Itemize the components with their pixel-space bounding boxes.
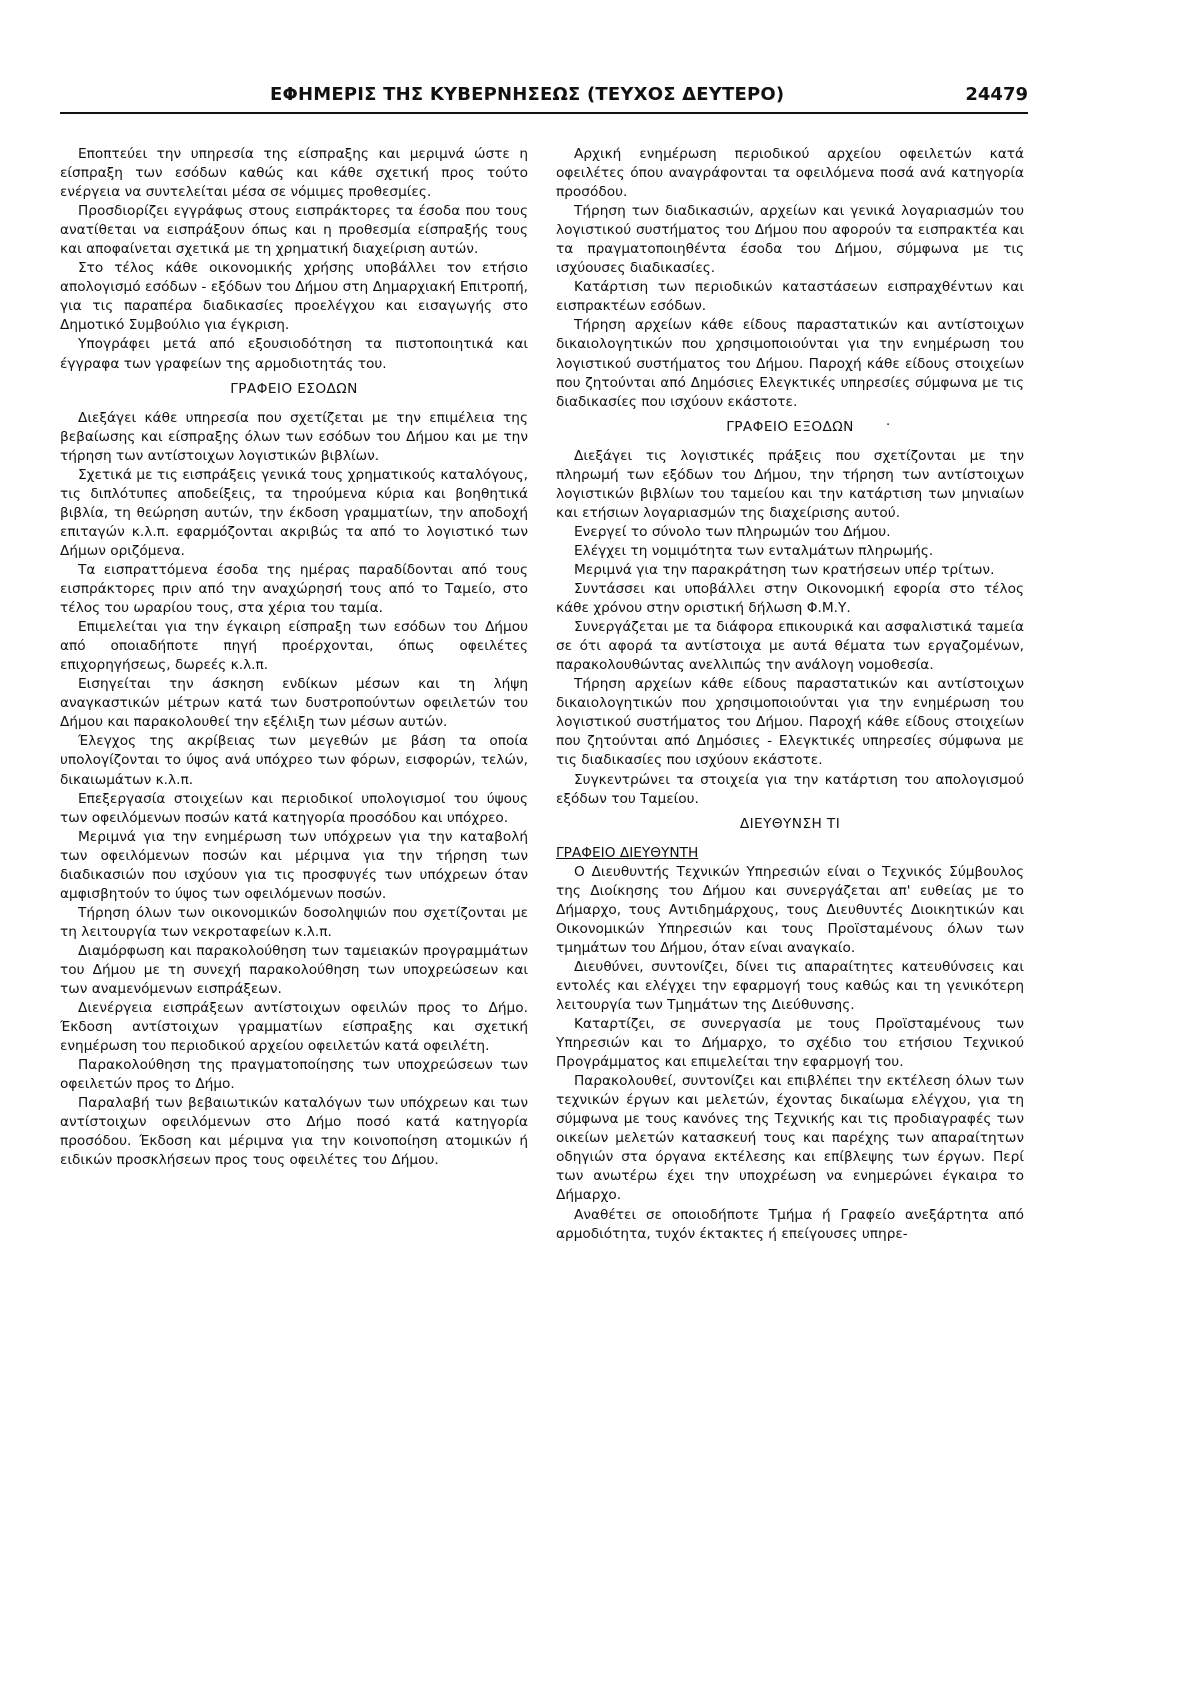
paragraph: Συντάσσει και υποβάλλει στην Οικονομική εφορία στο τέλος κάθε χρόνου στην οριστική δήλωση Φ.Μ.Υ. (556, 581, 1024, 617)
paragraph: Παρακολούθηση της πραγματοποίησης των υποχρεώσεων των οφειλετών προς το Δήμο. (60, 1057, 528, 1093)
paragraph: Διεξάγει κάθε υπηρεσία που σχετίζεται με την επιμέλεια της βεβαίωσης και είσπραξης όλων των εσόδων του Δήμου και με την τήρηση των αντίστοιχων λογιστικών βιβλίων. (60, 409, 528, 464)
paragraph: Τήρηση αρχείων κάθε είδους παραστατικών και αντίστοιχων δικαιολογητικών που χρησιμοποιούνται για την ενημέρωση του λογιστικού συστήματος του Δήμου. Παροχή κάθε είδους στοιχείων που ζητούνται από Δημόσιες - Ελεγκτικές υπηρεσίες σύμφωνα με τις διαδικασίες που ισχύουν εκάστοτε. (556, 676, 1024, 769)
paragraph: Μεριμνά για την ενημέρωση των υπόχρεων για την καταβολή των οφειλόμενων ποσών και μέριμνα για την τήρηση των διαδικασιών που ισχύουν για τις προσφυγές των υπόχρεων όταν αμφισβητούν το ύψος των οφειλόμενων ποσών. (60, 828, 528, 902)
paragraph: Αρχική ενημέρωση περιοδικού αρχείου οφειλετών κατά οφειλέτες όπου αναγράφονται τα οφειλόμενα ποσά ανά κατηγορία προσόδου. (556, 146, 1024, 201)
paragraph: Συγκεντρώνει τα στοιχεία για την κατάρτιση του απολογισμού εξόδων του Ταμείου. (556, 771, 1024, 807)
paragraph: Επιμελείται για την έγκαιρη είσπραξη των εσόδων του Δήμου από οποιαδήποτε πηγή προέρχονται, όπως οφειλέτες επιχορηγήσεως, δωρεές κ.λ.π. (60, 619, 528, 674)
paragraph: Κατάρτιση των περιοδικών καταστάσεων εισπραχθέντων και εισπρακτέων εσόδων. (556, 279, 1024, 315)
paragraph: Τα εισπραττόμενα έσοδα της ημέρας παραδίδονται από τους εισπράκτορες πριν από την αναχώρησή τους από το Ταμείο, στο τέλος του ωραρίου τους, στα χέρια του ταμία. (60, 561, 528, 617)
paragraph: Προσδιορίζει εγγράφως στους εισπράκτορες τα έσοδα που τους ανατίθεται να εισπράξουν όπως και η προθεσμία είσπραξής τους και αποφαίνεται σχετικά με τη χρηματική διαχείριση αυτών. (60, 203, 528, 258)
right-column (556, 145, 1024, 1244)
paragraph: Τήρηση των διαδικασιών, αρχείων και γενικά λογαριασμών του λογιστικού συστήματος του Δήμου που αφορούν τα εισπρακτέα και τα πραγματοποιηθέντα έσοδα του Δήμου, σύμφωνα με τις ισχύουσες διαδικασίες. (556, 203, 1024, 277)
paragraph: Μεριμνά για την παρακράτηση των κρατήσεων υπέρ τρίτων. (574, 561, 995, 578)
paragraph: Ο Διευθυντής Τεχνικών Υπηρεσιών είναι ο Τεχνικός Σύμβουλος της Διοίκησης του Δήμου και συνεργάζεται απ' ευθείας με το Δήμαρχο, τους Αντιδημάρχους, τους Διευθυντές Διοικητικών και Οικονομικών Υπηρεσιών και τους Προϊσταμένους όλων των τμημάτων του Δήμου, όταν είναι αναγκαίο. (556, 863, 1024, 956)
paragraph: Ελέγχει τη νομιμότητα των ενταλμάτων πληρωμής. (574, 542, 934, 559)
paragraph: Τήρηση αρχείων κάθε είδους παραστατικών και αντίστοιχων δικαιολογητικών που χρησιμοποιούνται για την ενημέρωση του λογιστικού συστήματος του Δήμου. Παροχή κάθε είδους στοιχείων που ζητούνται από Δημόσιες Ελεγκτικές υπηρεσίες σύμφωνα με τις διαδικασίες που ισχύουν εκάστοτε. (556, 317, 1024, 410)
paragraph: Σχετικά με τις εισπράξεις γενικά τους χρηματικούς καταλόγους, τις διπλότυπες αποδείξεις, τα τηρούμενα κύρια και βοηθητικά βιβλία, τη θεώρηση αυτών, την έκδοση γραμματίων, την αποδοχή επιταγών κ.λ.π. εφαρμόζονται ακριβώς τα από το λογιστικό των Δήμων οριζόμενα. (60, 466, 528, 559)
paragraph: Επεξεργασία στοιχείων και περιοδικοί υπολογισμοί του ύψους των οφειλόμενων ποσών κατά κατηγορία προσόδου και υπόχρεο. (60, 790, 528, 826)
section-heading-technical-directorate: ΔΙΕΥΘΥΝΣΗ ΤΙ (739, 815, 841, 832)
paragraph: Διεξάγει τις λογιστικές πράξεις που σχετίζονται με την πληρωμή των εξόδων του Δήμου, την τήρηση των αντίστοιχων λογιστικών βιβλίων του ταμείου και την κατάρτιση των μηνιαίων και ετήσιων λογαριασμών της διαχείρισης αυτού. (556, 447, 1024, 521)
paragraph: Αναθέτει σε οποιοδήποτε Τμήμα ή Γραφείο ανεξάρτητα από αρμοδιότητα, τυχόν έκτακτες ή επείγουσες υπηρε- (556, 1206, 1024, 1242)
left-column (60, 145, 528, 1170)
paragraph: Εποπτεύει την υπηρεσία της είσπραξης και μεριμνά ώστε η είσπραξη των εσόδων καθώς και κάθε σχετική προς τούτο ενέργεια να συντελείται μέσα σε νόμιμες προθεσμίες. (60, 146, 528, 201)
paragraph: Στο τέλος κάθε οικονομικής χρήσης υποβάλλει τον ετήσιο απολογισμό εσόδων - εξόδων του Δήμου στη Δημαρχιακή Επιτροπή, για τις παραπέρα διαδικασίες προελέγχου και εισαγωγής στο Δημοτικό Συμβούλιο για έγκριση. (60, 260, 528, 334)
paragraph: Εισηγείται την άσκηση ενδίκων μέσων και τη λήψη αναγκαστικών μέτρων κατά των δυστροπούντων οφειλετών του Δήμου και παρακολουθεί την εξέλιξη των μέσων αυτών. (60, 676, 528, 731)
subheading-director-office: ΓΡΑΦΕΙΟ ΔΙΕΥΘΥΝΤΗ (556, 844, 699, 861)
paragraph: Διενέργεια εισπράξεων αντίστοιχων οφειλών προς το Δήμο. Έκδοση αντίστοιχων γραμματίων είσπραξης και σχετική ενημέρωση του περιοδικού αρχείου οφειλετών κατά οφειλέτη. (60, 1000, 528, 1055)
paragraph: Έλεγχος της ακρίβειας των μεγεθών με βάση τα οποία υπολογίζονται το ύψος ανά υπόχρεο των φόρων, εισφορών, τελών, δικαιωμάτων κ.λ.π. (60, 733, 528, 788)
scan-mark-icon: · (886, 417, 891, 433)
section-heading-revenue-office: ΓΡΑΦΕΙΟ ΕΣΟΔΩΝ (230, 380, 358, 397)
paragraph: Καταρτίζει, σε συνεργασία με τους Προϊσταμένους των Υπηρεσιών και το Δήμαρχο, το σχέδιο του ετήσιου Τεχνικού Προγράμματος και επιμελείται την εφαρμογή του. (556, 1016, 1024, 1071)
heading-text: ΓΡΑΦΕΙΟ ΕΞΟΔΩΝ (726, 418, 854, 435)
paragraph: Τήρηση όλων των οικονομικών δοσοληψιών που σχετίζονται με τη λειτουργία των νεκροταφείων κ.λ.π. (60, 904, 528, 940)
paragraph: Παρακολουθεί, συντονίζει και επιβλέπει την εκτέλεση όλων των τεχνικών έργων και μελετών, έχοντας δικαίωμα ελέγχου, για τη σύμφωνα με τους κανόνες της Τεχνικής και τις προδιαγραφές των οικείων μελετών κατασκευή τους και παρέχης των απαραίτητων οδηγιών στα όργανα εκτέλεσης και επίβλεψης των έργων. Περί των ανωτέρω έχει την υποχρέωση να ενημερώνει έγκαιρα το Δήμαρχο. (556, 1073, 1024, 1204)
paragraph: Υπογράφει μετά από εξουσιοδότηση τα πιστοποιητικά και έγγραφα των γραφείων της αρμοδιοτητάς του. (60, 336, 528, 372)
section-heading-expense-office (556, 418, 1024, 437)
paragraph: Διευθύνει, συντονίζει, δίνει τις απαραίτητες κατευθύνσεις και εντολές και ελέγχει την εφαρμογή τους καθώς και τη γενικότερη λειτουργία των Τμημάτων της Διεύθυνσης. (556, 958, 1024, 1014)
paragraph: Παραλαβή των βεβαιωτικών καταλόγων των υπόχρεων και των αντίστοιχων οφειλόμενων στο Δήμο ποσό κατά κατηγορία προσόδου. Έκδοση και μέριμνα για την κοινοποίηση ατομικών ή ειδικών προσκλήσεων προς τους οφειλέτες του Δήμου. (60, 1095, 528, 1169)
header-title: ΕΦΗΜΕΡΙΣ ΤΗΣ ΚΥΒΕΡΝΗΣΕΩΣ (ΤΕΥΧΟΣ ΔΕΥΤΕΡΟ) (270, 84, 785, 105)
page-header (60, 84, 1028, 114)
paragraph: Διαμόρφωση και παρακολούθηση των ταμειακών προγραμμάτων του Δήμου με τη συνεχή παρακολούθηση των υποχρεώσεων και των αναμενόμενων εισπράξεων. (60, 942, 528, 998)
paragraph: Συνεργάζεται με τα διάφορα επικουρικά και ασφαλιστικά ταμεία σε ότι αφορά τα αντίστοιχα με αυτά θέματα των εργαζομένων, παρακολουθώντας ανελλιπώς την ανάλογη νομοθεσία. (556, 619, 1024, 674)
paragraph: Ενεργεί το σύνολο των πληρωμών του Δήμου. (574, 523, 891, 540)
page-number: 24479 (965, 84, 1028, 105)
